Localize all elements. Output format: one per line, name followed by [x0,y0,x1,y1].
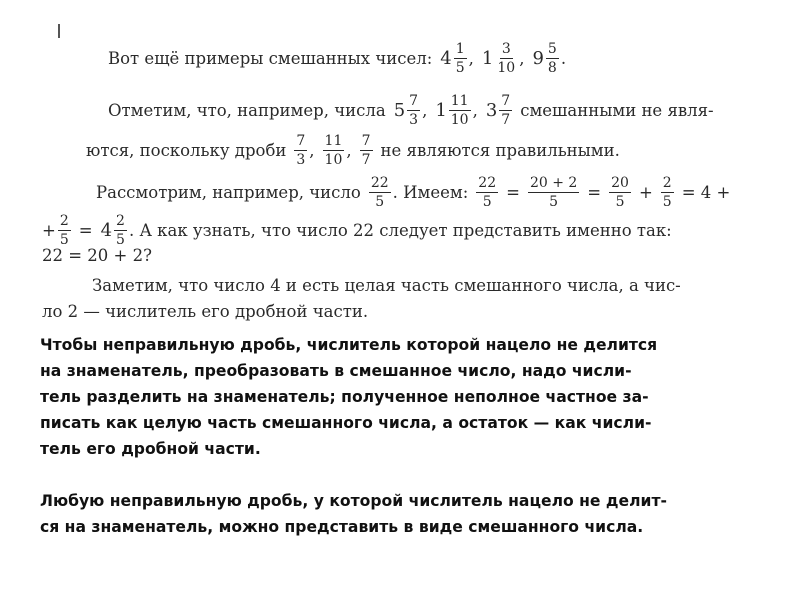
separator: , [309,140,315,160]
paragraph-example-line-2 [42,214,672,247]
denominator: 5 [116,232,125,248]
mixed-number-fraction [495,42,517,75]
rule-block-conversion [40,332,780,462]
question-text: . А как узнать, что число 22 следует представить именно так: [128,220,672,240]
denominator: 5 [549,194,559,210]
denominator: 5 [615,194,625,210]
numerator: 2 [116,213,125,229]
not-proper-text: не являются правильными. [380,140,620,160]
paragraph-note-line-1 [92,276,681,296]
numerator: 20 + 2 [529,175,578,191]
mixed-number-fraction [546,42,559,75]
numerator: 7 [409,93,419,109]
numerator: 2 [59,213,69,229]
plus-sign: + [638,182,653,202]
paragraph-not-mixed-line-2 [86,134,620,167]
denominator: 7 [361,152,371,168]
numerator: 7 [501,93,511,109]
mixed-number-fraction [114,214,127,247]
mixed-number-whole: 3 [485,99,498,121]
margin-mark [58,24,60,38]
denominator: 8 [547,60,557,76]
numerator: 5 [547,41,557,57]
rule-line: Любую неправильную дробь, у которой числитель нацело не делит- [40,492,667,510]
note-text-line-1: Заметим, что число 4 и есть целая часть смешанного числа, а чис- [92,276,681,295]
numerator: 11 [450,93,469,109]
paragraph-example-line-3 [42,246,152,266]
mixed-number-whole: 4 [100,219,113,241]
denominator: 5 [455,60,465,76]
equals-sign: = [587,182,602,202]
numerator: 7 [296,133,306,149]
equals-four-plus: = 4 + [681,182,731,202]
denominator: 10 [497,60,516,76]
mixed-number-whole: 4 [440,47,452,69]
equals-sign: = [78,220,93,240]
consider-text: Рассмотрим, например, число [96,182,361,202]
mixed-number-whole: 1 [435,99,447,121]
examples-intro-text: Вот ещё примеры смешанных чисел: [108,48,433,68]
denominator: 7 [501,112,511,128]
separator: , [422,100,428,120]
numerator: 22 [478,175,497,191]
denominator: 5 [482,194,492,210]
paragraph-not-mixed-line-1 [108,94,714,127]
denominator: 5 [375,194,385,210]
plus-sign: + [42,220,56,240]
mixed-number-fraction [454,42,467,75]
paragraph-note-line-2 [42,302,368,322]
mixed-number-fraction [499,94,512,127]
fraction [661,176,674,209]
mixed-number-whole: 1 [481,47,494,69]
fraction [609,176,631,209]
we-have-text: . Имеем: [392,182,469,202]
denominator: 3 [296,152,306,168]
numerator: 2 [662,175,672,191]
paragraph-example-line-1 [96,176,730,209]
rule-line: тель разделить на знаменатель; полученное неполное частное за- [40,388,649,406]
numerator: 3 [501,41,511,57]
paragraph-mixed-examples [108,42,566,75]
fraction [58,214,71,247]
fraction [476,176,498,209]
equals-sign: = [506,182,520,202]
denominator: 10 [450,112,469,128]
rule-line: писать как целую часть смешанного числа, а остаток — как числи- [40,414,652,432]
period: . [560,48,567,68]
rule-line: тель его дробной части. [40,440,261,458]
numerator: 1 [455,41,465,57]
not-mixed-trailing-text: смешанными не явля- [520,100,714,120]
fraction [323,134,345,167]
fraction [294,134,307,167]
rule-line: Чтобы неправильную дробь, числитель которой нацело не делится [40,336,658,354]
rule-line: ся на знаменатель, можно представить в виде смешанного числа. [40,518,644,536]
denominator: 3 [409,112,419,128]
separator: , [472,100,478,120]
because-text: ются, поскольку дроби [86,140,287,160]
mixed-number-whole: 9 [532,47,544,69]
denominator: 5 [59,232,69,248]
denominator: 10 [324,152,343,168]
mixed-number-fraction [449,94,471,127]
fraction [369,176,391,209]
separator: , [468,48,474,68]
note-text-line-2: ло 2 — числитель его дробной части. [42,302,369,321]
numerator: 7 [361,133,371,149]
equation-text: 22 = 20 + 2? [42,246,152,265]
numerator: 20 [611,175,629,191]
rule-line: на знаменатель, преобразовать в смешанное число, надо числи- [40,362,632,380]
numerator: 22 [370,175,389,191]
numerator: 11 [324,133,343,149]
fraction [360,134,373,167]
mixed-number-whole: 5 [393,99,406,121]
mixed-number-fraction [407,94,420,127]
not-mixed-intro-text: Отметим, что, например, числа [108,100,386,120]
rule-block-any-fraction [40,488,780,540]
separator: , [519,48,525,68]
denominator: 5 [662,194,672,210]
fraction [528,176,579,209]
separator: , [346,140,352,160]
